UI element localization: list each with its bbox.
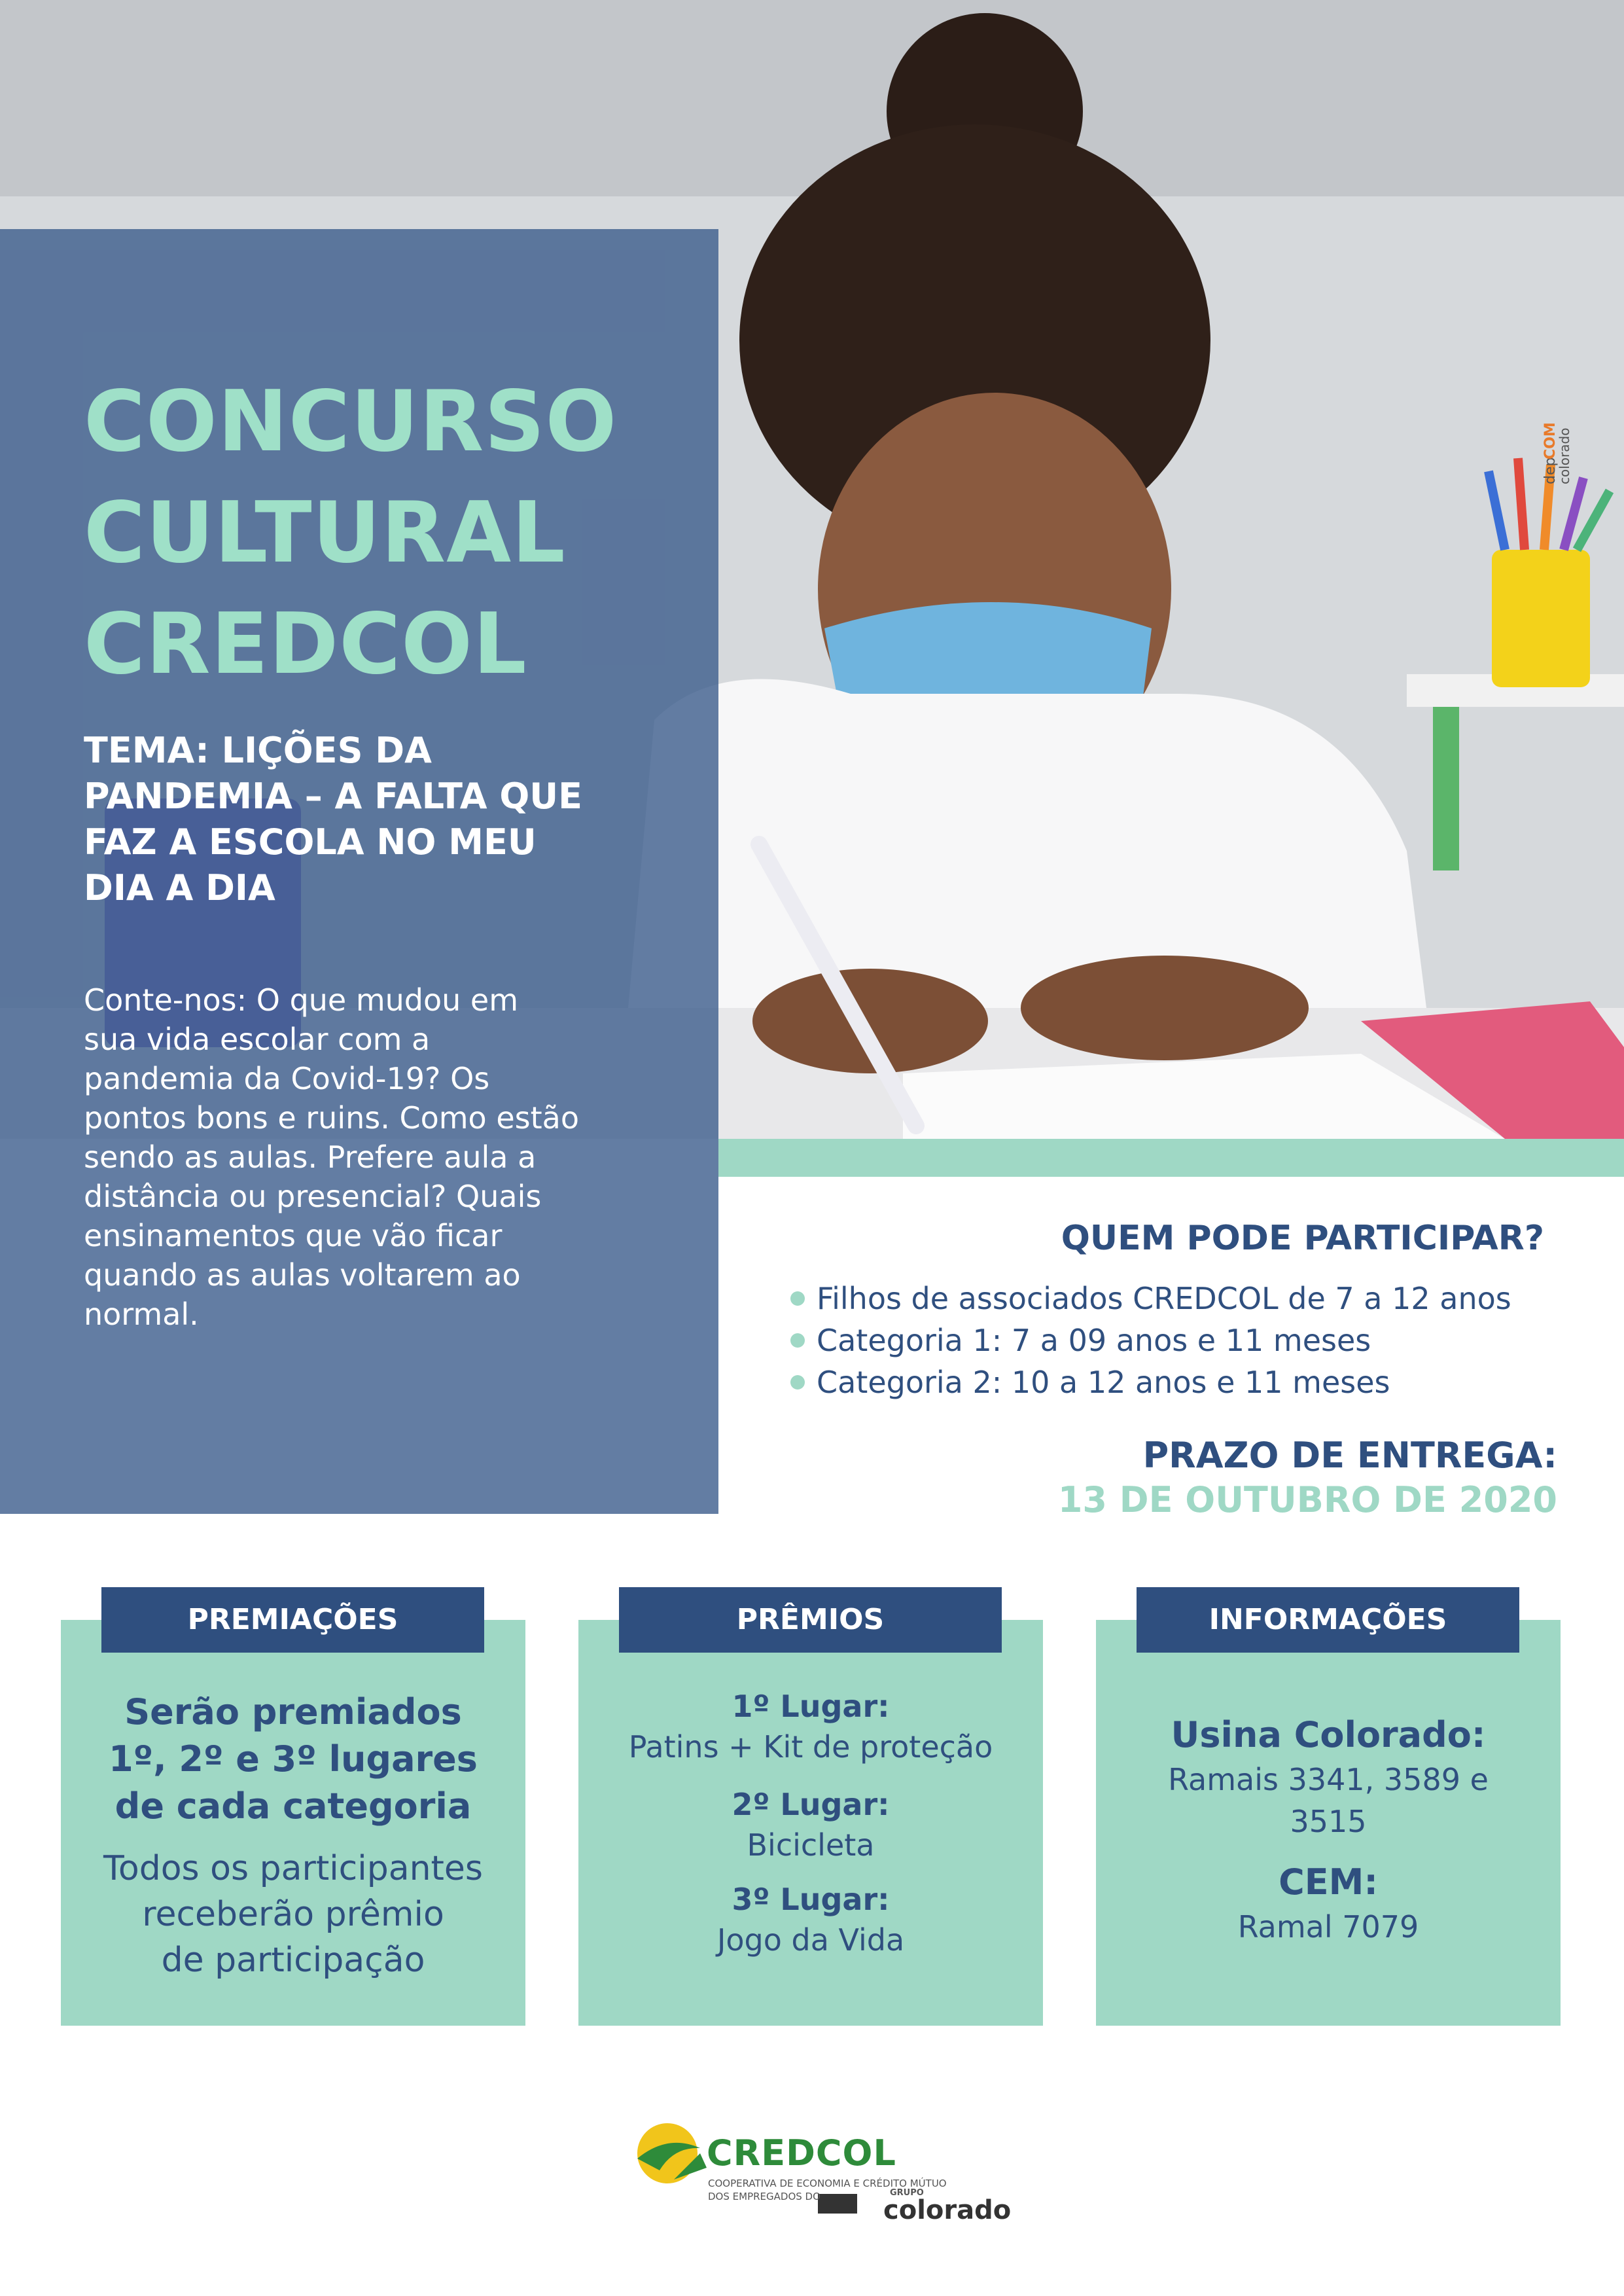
logo-name: CREDCOL [707, 2132, 896, 2174]
premiacoes-body-line: receberão prêmio [142, 1895, 444, 1934]
intro-line: sua vida escolar com a [84, 1022, 431, 1057]
informacoes-card [1096, 1620, 1561, 2026]
bullet-icon [790, 1375, 805, 1390]
theme-line: PANDEMIA – A FALTA QUE [84, 776, 582, 817]
deadline [981, 1433, 1557, 1522]
participation-list [790, 1278, 1576, 1403]
prize-item [578, 1878, 1043, 1960]
grupo-label: GRUPO [890, 2188, 924, 2198]
list-item-text: Categoria 1: 7 a 09 anos e 11 meses [817, 1323, 1371, 1358]
list-item [790, 1361, 1576, 1403]
intro-line: normal. [84, 1297, 199, 1332]
premiacoes-body-line: Todos os participantes [103, 1849, 484, 1888]
deadline-label: PRAZO DE ENTREGA: [1142, 1435, 1557, 1476]
usina-label: Usina Colorado: [1171, 1714, 1486, 1755]
premiacoes-tab: PREMIAÇÕES [101, 1587, 484, 1653]
prize-item [578, 1685, 1043, 1767]
prize-place: 3º Lugar: [732, 1882, 890, 1917]
premiacoes-card [61, 1620, 525, 2026]
bullet-icon [790, 1333, 805, 1348]
bullet-icon [790, 1291, 805, 1306]
prize-value: Jogo da Vida [716, 1922, 905, 1958]
depcom-logo [1542, 393, 1581, 484]
usina-block [1096, 1712, 1561, 1842]
intro-text [84, 980, 653, 1334]
theme-line: DIA A DIA [84, 867, 275, 908]
premios-tab: PRÊMIOS [619, 1587, 1002, 1653]
intro-line: ensinamentos que vão ficar [84, 1218, 503, 1253]
usina-value: 3515 [1290, 1804, 1367, 1839]
logo-subtitle-line: COOPERATIVA DE ECONOMIA E CRÉDITO MÚTUO [708, 2178, 947, 2189]
premiacoes-body [61, 1846, 525, 1983]
premiacoes-head-line: de cada categoria [115, 1785, 472, 1827]
premios-card [578, 1620, 1043, 2026]
prize-place: 1º Lugar: [732, 1689, 890, 1724]
theme-heading [84, 728, 646, 911]
prize-value: Patins + Kit de proteção [628, 1729, 993, 1765]
depcom-text-com: COM [1542, 422, 1559, 459]
list-item-text: Categoria 2: 10 a 12 anos e 11 meses [817, 1365, 1390, 1400]
deadline-date: 13 DE OUTUBRO DE 2020 [1057, 1479, 1557, 1520]
list-item [790, 1278, 1576, 1319]
list-item-text: Filhos de associados CREDCOL de 7 a 12 anos [817, 1281, 1511, 1316]
cem-value: Ramal 7079 [1237, 1909, 1419, 1945]
page-title [84, 367, 617, 700]
depcom-text-colorado: colorado [1557, 427, 1572, 484]
accent-strip [718, 1139, 1624, 1177]
list-item [790, 1319, 1576, 1361]
cem-label: CEM: [1279, 1861, 1378, 1903]
intro-line: pontos bons e ruins. Como estão [84, 1100, 579, 1136]
logo-subtitle-line: DOS EMPREGADOS DO [708, 2191, 821, 2202]
title-line: CULTURAL [84, 484, 566, 582]
participation-heading: QUEM PODE PARTICIPAR? [1061, 1219, 1544, 1258]
premiacoes-head-line: 1º, 2º e 3º lugares [109, 1738, 478, 1780]
intro-line: distância ou presencial? Quais [84, 1179, 542, 1214]
prize-item [578, 1784, 1043, 1865]
usina-value: Ramais 3341, 3589 e [1168, 1762, 1489, 1797]
theme-line: FAZ A ESCOLA NO MEU [84, 821, 537, 863]
premiacoes-heading [61, 1689, 525, 1830]
premiacoes-head-line: Serão premiados [124, 1691, 462, 1732]
premiacoes-body-line: de participação [161, 1941, 425, 1980]
cem-block [1096, 1859, 1561, 1948]
title-line: CREDCOL [84, 596, 527, 693]
theme-line: TEMA: LIÇÕES DA [84, 730, 432, 771]
title-line: CONCURSO [84, 373, 618, 471]
depcom-text-dep: dep [1542, 457, 1559, 484]
prize-value: Bicicleta [747, 1827, 875, 1863]
intro-line: pandemia da Covid-19? Os [84, 1061, 490, 1096]
intro-line: quando as aulas voltarem ao [84, 1257, 521, 1293]
intro-line: Conte-nos: O que mudou em [84, 982, 519, 1018]
informacoes-tab: INFORMAÇÕES [1137, 1587, 1519, 1653]
intro-line: sendo as aulas. Prefere aula a [84, 1139, 537, 1175]
prize-place: 2º Lugar: [732, 1787, 890, 1822]
colorado-label: colorado [883, 2195, 1012, 2225]
